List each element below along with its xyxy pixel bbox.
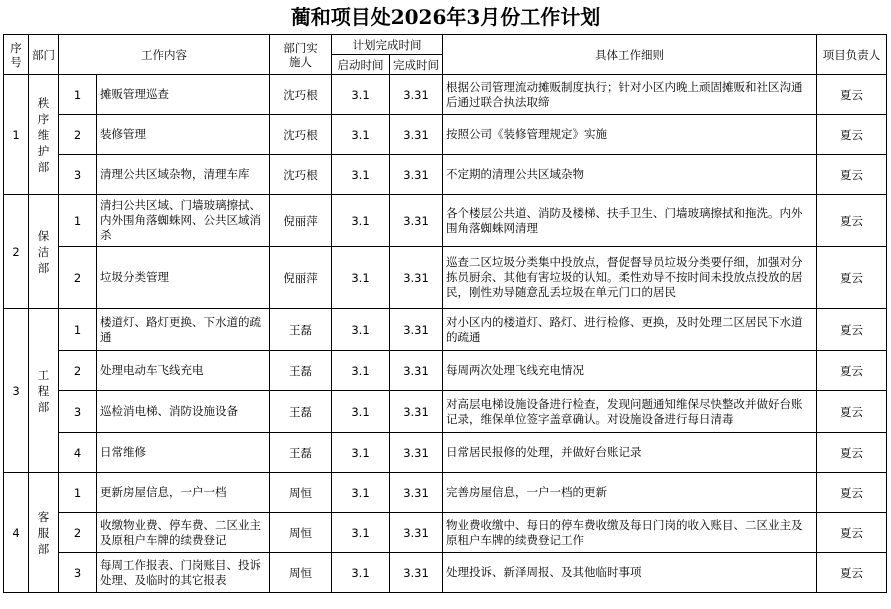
row-owner: 夏云 — [817, 553, 887, 593]
row-implementer: 周恒 — [270, 553, 332, 593]
group-dept: 保洁部 — [29, 195, 59, 309]
row-owner: 夏云 — [817, 391, 887, 433]
row-start: 3.1 — [332, 195, 390, 247]
row-detail: 根据公司管理流动摊贩制度执行；针对小区内晚上顽固摊贩和社区沟通后通过联合执法取缔 — [443, 75, 817, 115]
row-finish: 3.31 — [390, 115, 443, 155]
row-start: 3.1 — [332, 309, 390, 351]
row-owner: 夏云 — [817, 433, 887, 473]
row-owner: 夏云 — [817, 309, 887, 351]
row-content: 更新房屋信息，一户一档 — [97, 473, 270, 513]
row-no: 2 — [59, 247, 97, 309]
group-seq: 1 — [4, 75, 29, 195]
table-row — [4, 513, 887, 553]
row-finish: 3.31 — [390, 75, 443, 115]
row-content: 清扫公共区域、门墙玻璃擦拭、内外围角落蜘蛛网、公共区域消杀 — [97, 195, 270, 247]
row-finish: 3.31 — [390, 473, 443, 513]
group-seq: 2 — [4, 195, 29, 309]
row-no: 1 — [59, 75, 97, 115]
table-row — [4, 75, 887, 115]
row-content: 装修管理 — [97, 115, 270, 155]
row-no: 2 — [59, 351, 97, 391]
row-start: 3.1 — [332, 75, 390, 115]
row-owner: 夏云 — [817, 195, 887, 247]
row-content: 巡检消电梯、消防设施设备 — [97, 391, 270, 433]
row-finish: 3.31 — [390, 553, 443, 593]
row-implementer: 倪丽萍 — [270, 195, 332, 247]
row-detail: 对高层电梯设施设备进行检查，发现问题通知维保尽快整改并做好台账记录，维保单位签字盖章确认。对设施设备进行每日清毒 — [443, 391, 817, 433]
row-no: 4 — [59, 433, 97, 473]
row-implementer: 王磊 — [270, 391, 332, 433]
row-owner: 夏云 — [817, 513, 887, 553]
row-implementer: 沈巧根 — [270, 115, 332, 155]
row-detail: 各个楼层公共道、消防及楼梯、扶手卫生、门墙玻璃擦拭和拖洗。内外围角落蜘蛛网清理 — [443, 195, 817, 247]
work-plan-table — [3, 34, 887, 593]
row-detail: 物业费收缴中、每日的停车费收缴及每日门岗的收入账目、二区业主及原租户车牌的续费登记工作 — [443, 513, 817, 553]
row-detail: 不定期的清理公共区域杂物 — [443, 155, 817, 195]
row-content: 收缴物业费、停车费、二区业主及原租户车牌的续费登记 — [97, 513, 270, 553]
table-row — [4, 247, 887, 309]
row-implementer: 沈巧根 — [270, 75, 332, 115]
row-detail: 处理投诉、新泽周报、及其他临时事项 — [443, 553, 817, 593]
row-no: 2 — [59, 513, 97, 553]
row-no: 1 — [59, 473, 97, 513]
table-row — [4, 433, 887, 473]
table-row — [4, 391, 887, 433]
row-content: 每周工作报表、门岗账目、投诉处理、及临时的其它报表 — [97, 553, 270, 593]
row-start: 3.1 — [332, 155, 390, 195]
row-start: 3.1 — [332, 553, 390, 593]
row-finish: 3.31 — [390, 433, 443, 473]
row-owner: 夏云 — [817, 473, 887, 513]
group-seq: 3 — [4, 309, 29, 473]
row-detail: 按照公司《装修管理规定》实施 — [443, 115, 817, 155]
row-finish: 3.31 — [390, 155, 443, 195]
row-implementer: 倪丽萍 — [270, 247, 332, 309]
row-owner: 夏云 — [817, 75, 887, 115]
row-implementer: 周恒 — [270, 473, 332, 513]
row-start: 3.1 — [332, 351, 390, 391]
row-implementer: 王磊 — [270, 351, 332, 391]
table-row — [4, 155, 887, 195]
table-row — [4, 553, 887, 593]
header-seq: 序号 — [4, 35, 29, 75]
group-dept: 工程部 — [29, 309, 59, 473]
row-content: 日常维修 — [97, 433, 270, 473]
row-finish: 3.31 — [390, 195, 443, 247]
table-row — [4, 115, 887, 155]
header-owner: 项目负责人 — [817, 35, 887, 75]
row-start: 3.1 — [332, 513, 390, 553]
row-no: 1 — [59, 195, 97, 247]
row-finish: 3.31 — [390, 309, 443, 351]
row-content: 楼道灯、路灯更换、下水道的疏通 — [97, 309, 270, 351]
header-plan-time: 计划完成时间 — [332, 35, 443, 55]
row-detail: 完善房屋信息，一户一档的更新 — [443, 473, 817, 513]
row-implementer: 周恒 — [270, 513, 332, 553]
group-dept: 秩序维护部 — [29, 75, 59, 195]
row-detail: 对小区内的楼道灯、路灯、进行检修、更换，及时处理二区居民下水道的疏通 — [443, 309, 817, 351]
table-row — [4, 473, 887, 513]
header-finish: 完成时间 — [390, 55, 443, 75]
row-owner: 夏云 — [817, 247, 887, 309]
row-start: 3.1 — [332, 247, 390, 309]
page-title: 蔺和项目处2026年3月份工作计划 — [290, 5, 601, 29]
row-no: 3 — [59, 553, 97, 593]
row-owner: 夏云 — [817, 115, 887, 155]
row-detail: 巡查二区垃圾分类集中投放点，督促督导员垃圾分类要仔细，加强对分拣员厨余、其他有害垃圾的认知。柔性劝导不按时间未投放点投放的居民，刚性劝导随意乱丢垃圾在单元门口的居民 — [443, 247, 817, 309]
header-start: 启动时间 — [332, 55, 390, 75]
table-body — [4, 75, 887, 593]
table-row — [4, 195, 887, 247]
header-dept: 部门 — [29, 35, 59, 75]
row-start: 3.1 — [332, 115, 390, 155]
row-implementer: 王磊 — [270, 433, 332, 473]
row-no: 2 — [59, 115, 97, 155]
table-row — [4, 351, 887, 391]
row-no: 3 — [59, 155, 97, 195]
row-start: 3.1 — [332, 391, 390, 433]
row-content: 垃圾分类管理 — [97, 247, 270, 309]
group-dept: 客服部 — [29, 473, 59, 593]
row-finish: 3.31 — [390, 247, 443, 309]
header-implementer: 部门实施人 — [270, 35, 332, 75]
row-content: 处理电动车飞线充电 — [97, 351, 270, 391]
row-implementer: 沈巧根 — [270, 155, 332, 195]
row-finish: 3.31 — [390, 391, 443, 433]
row-finish: 3.31 — [390, 513, 443, 553]
table-row — [4, 309, 887, 351]
row-owner: 夏云 — [817, 351, 887, 391]
row-implementer: 王磊 — [270, 309, 332, 351]
row-content: 清理公共区域杂物，清理车库 — [97, 155, 270, 195]
row-owner: 夏云 — [817, 155, 887, 195]
header-content: 工作内容 — [59, 35, 270, 75]
row-detail: 日常居民报修的处理，并做好台账记录 — [443, 433, 817, 473]
row-start: 3.1 — [332, 433, 390, 473]
row-finish: 3.31 — [390, 351, 443, 391]
row-no: 3 — [59, 391, 97, 433]
row-no: 1 — [59, 309, 97, 351]
group-seq: 4 — [4, 473, 29, 593]
row-start: 3.1 — [332, 473, 390, 513]
header-detail: 具体工作细则 — [443, 35, 817, 75]
row-detail: 每周两次处理飞线充电情况 — [443, 351, 817, 391]
row-content: 摊贩管理巡查 — [97, 75, 270, 115]
